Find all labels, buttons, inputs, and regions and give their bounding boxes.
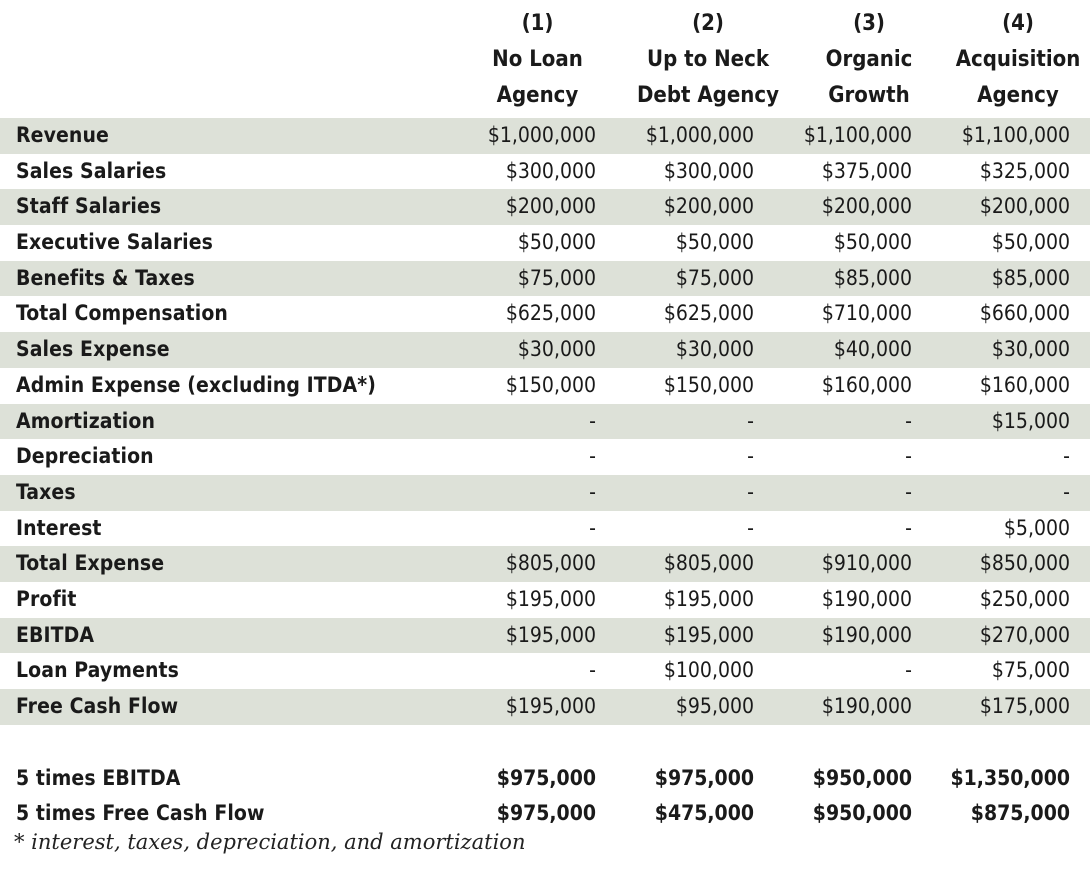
column-number: (2) [692,11,724,36]
cell-value: $325,000 [979,158,1070,183]
table-row [0,189,1090,225]
cell-value: $250,000 [979,586,1070,611]
cell-value: - [589,658,596,683]
cell-value: - [589,408,596,433]
cell-value: - [589,479,596,504]
cell-value: $190,000 [821,586,912,611]
cell-value: $710,000 [821,301,912,326]
table-row [0,368,1090,404]
row-label: Taxes [16,479,76,504]
column-headers [0,6,1090,118]
row-label: EBITDA [16,622,95,647]
cell-value: $975,000 [496,801,596,826]
cell-value: $190,000 [821,694,912,718]
cell-value: $1,350,000 [950,765,1070,790]
cell-value: $40,000 [833,337,912,362]
cell-value: $150,000 [663,372,754,397]
column-number: (3) [853,11,885,36]
cell-value: $190,000 [821,622,912,647]
row-label: Free Cash Flow [16,694,179,718]
cell-value: $50,000 [991,230,1070,255]
row-label: Depreciation [16,444,154,469]
row-label: Sales Salaries [16,158,167,183]
row-label: Revenue [16,123,109,147]
cell-value: $805,000 [505,551,596,576]
table-row [0,439,1090,475]
cell-value: $85,000 [833,265,912,290]
cell-value: $50,000 [675,230,754,255]
cell-value: $1,000,000 [487,123,596,147]
cell-value: $200,000 [505,194,596,219]
column-title-line1: Organic [825,47,913,72]
cell-value: $30,000 [991,337,1070,362]
cell-value: - [589,515,596,540]
cell-value: - [905,658,912,683]
cell-value: $475,000 [654,801,754,826]
table-row [0,261,1090,297]
table-row [0,618,1090,654]
column-title-line1: No Loan [492,47,583,72]
cell-value: $850,000 [979,551,1070,576]
cell-value: - [747,515,754,540]
cell-value: - [1063,444,1070,469]
column-header-no-loan [470,6,605,114]
cell-value: $1,000,000 [645,123,754,147]
row-label: 5 times EBITDA [16,765,181,790]
cell-value: $910,000 [821,551,912,576]
cell-value: - [747,408,754,433]
cell-value: $300,000 [505,158,596,183]
cell-value: $30,000 [675,337,754,362]
row-label: Admin Expense (excluding ITDA*) [16,372,376,397]
cell-value: $100,000 [663,658,754,683]
cell-value: $195,000 [505,694,596,718]
cell-value: $375,000 [821,158,912,183]
cell-value: - [589,444,596,469]
cell-value: $975,000 [496,765,596,790]
cell-value: $200,000 [663,194,754,219]
data-table [0,118,1090,832]
column-title-line2: Agency [496,83,579,108]
table-row [0,296,1090,332]
cell-value: $200,000 [979,194,1070,219]
cell-value: $805,000 [663,551,754,576]
cell-value: $15,000 [991,408,1070,433]
table-spacer [0,725,1090,761]
cell-value: $195,000 [663,586,754,611]
row-label: 5 times Free Cash Flow [16,801,265,826]
column-number: (1) [521,11,554,36]
column-header-acquisition [946,6,1090,114]
table-row [0,653,1090,689]
column-title-line2: Debt Agency [636,83,780,108]
cell-value: $950,000 [812,765,912,790]
cell-value: $625,000 [505,301,596,326]
table-row [0,796,1090,832]
table-row [0,118,1090,154]
cell-value: $160,000 [979,372,1070,397]
table-row [0,154,1090,190]
table-row [0,546,1090,582]
row-label: Sales Expense [16,337,170,362]
cell-value: $1,100,000 [803,123,912,147]
cell-value: - [905,408,912,433]
cell-value: $300,000 [663,158,754,183]
cell-value: $625,000 [663,301,754,326]
column-title-line1: Up to Neck [647,47,769,72]
row-label: Benefits & Taxes [16,265,195,290]
cell-value: $5,000 [1003,515,1070,540]
cell-value: $30,000 [517,337,596,362]
cell-value: $75,000 [517,265,596,290]
cell-value: $975,000 [654,765,754,790]
cell-value: - [905,444,912,469]
cell-value: $1,100,000 [961,123,1070,147]
footnote: * interest, taxes, depreciation, and amortization [14,830,526,854]
row-label: Total Expense [16,551,165,576]
row-label: Executive Salaries [16,230,213,255]
column-title-line1: Acquisition [955,47,1081,72]
cell-value: $75,000 [675,265,754,290]
cell-value: $150,000 [505,372,596,397]
cell-value: - [905,479,912,504]
table-row [0,689,1090,725]
row-label: Total Compensation [16,301,228,326]
cell-value: $270,000 [979,622,1070,647]
table-row [0,332,1090,368]
cell-value: $875,000 [970,801,1070,826]
table-row [0,404,1090,440]
cell-value: $950,000 [812,801,912,826]
cell-value: - [1063,479,1070,504]
row-label: Profit [16,586,77,611]
cell-value: $85,000 [991,265,1070,290]
table-row [0,511,1090,547]
cell-value: $50,000 [833,230,912,255]
cell-value: - [905,515,912,540]
column-title-line2: Agency [977,83,1059,108]
row-label: Amortization [16,408,155,433]
column-header-debt-agency [628,6,788,114]
cell-value: $160,000 [821,372,912,397]
row-label: Interest [16,515,102,540]
cell-value: - [747,444,754,469]
cell-value: $660,000 [979,301,1070,326]
cell-value: $195,000 [505,586,596,611]
cell-value: $195,000 [663,622,754,647]
row-label: Staff Salaries [16,194,162,219]
cell-value: $75,000 [991,658,1070,683]
table-row [0,582,1090,618]
cell-value: $200,000 [821,194,912,219]
table-row [0,225,1090,261]
row-label: Loan Payments [16,658,180,683]
column-title-line2: Growth [828,83,910,108]
column-number: (4) [1002,11,1034,36]
cell-value: $50,000 [517,230,596,255]
cell-value: $195,000 [505,622,596,647]
cell-value: $95,000 [675,694,754,718]
cell-value: - [747,479,754,504]
table-row [0,761,1090,797]
column-header-organic-growth [798,6,940,114]
table-row [0,475,1090,511]
cell-value: $175,000 [979,694,1070,718]
